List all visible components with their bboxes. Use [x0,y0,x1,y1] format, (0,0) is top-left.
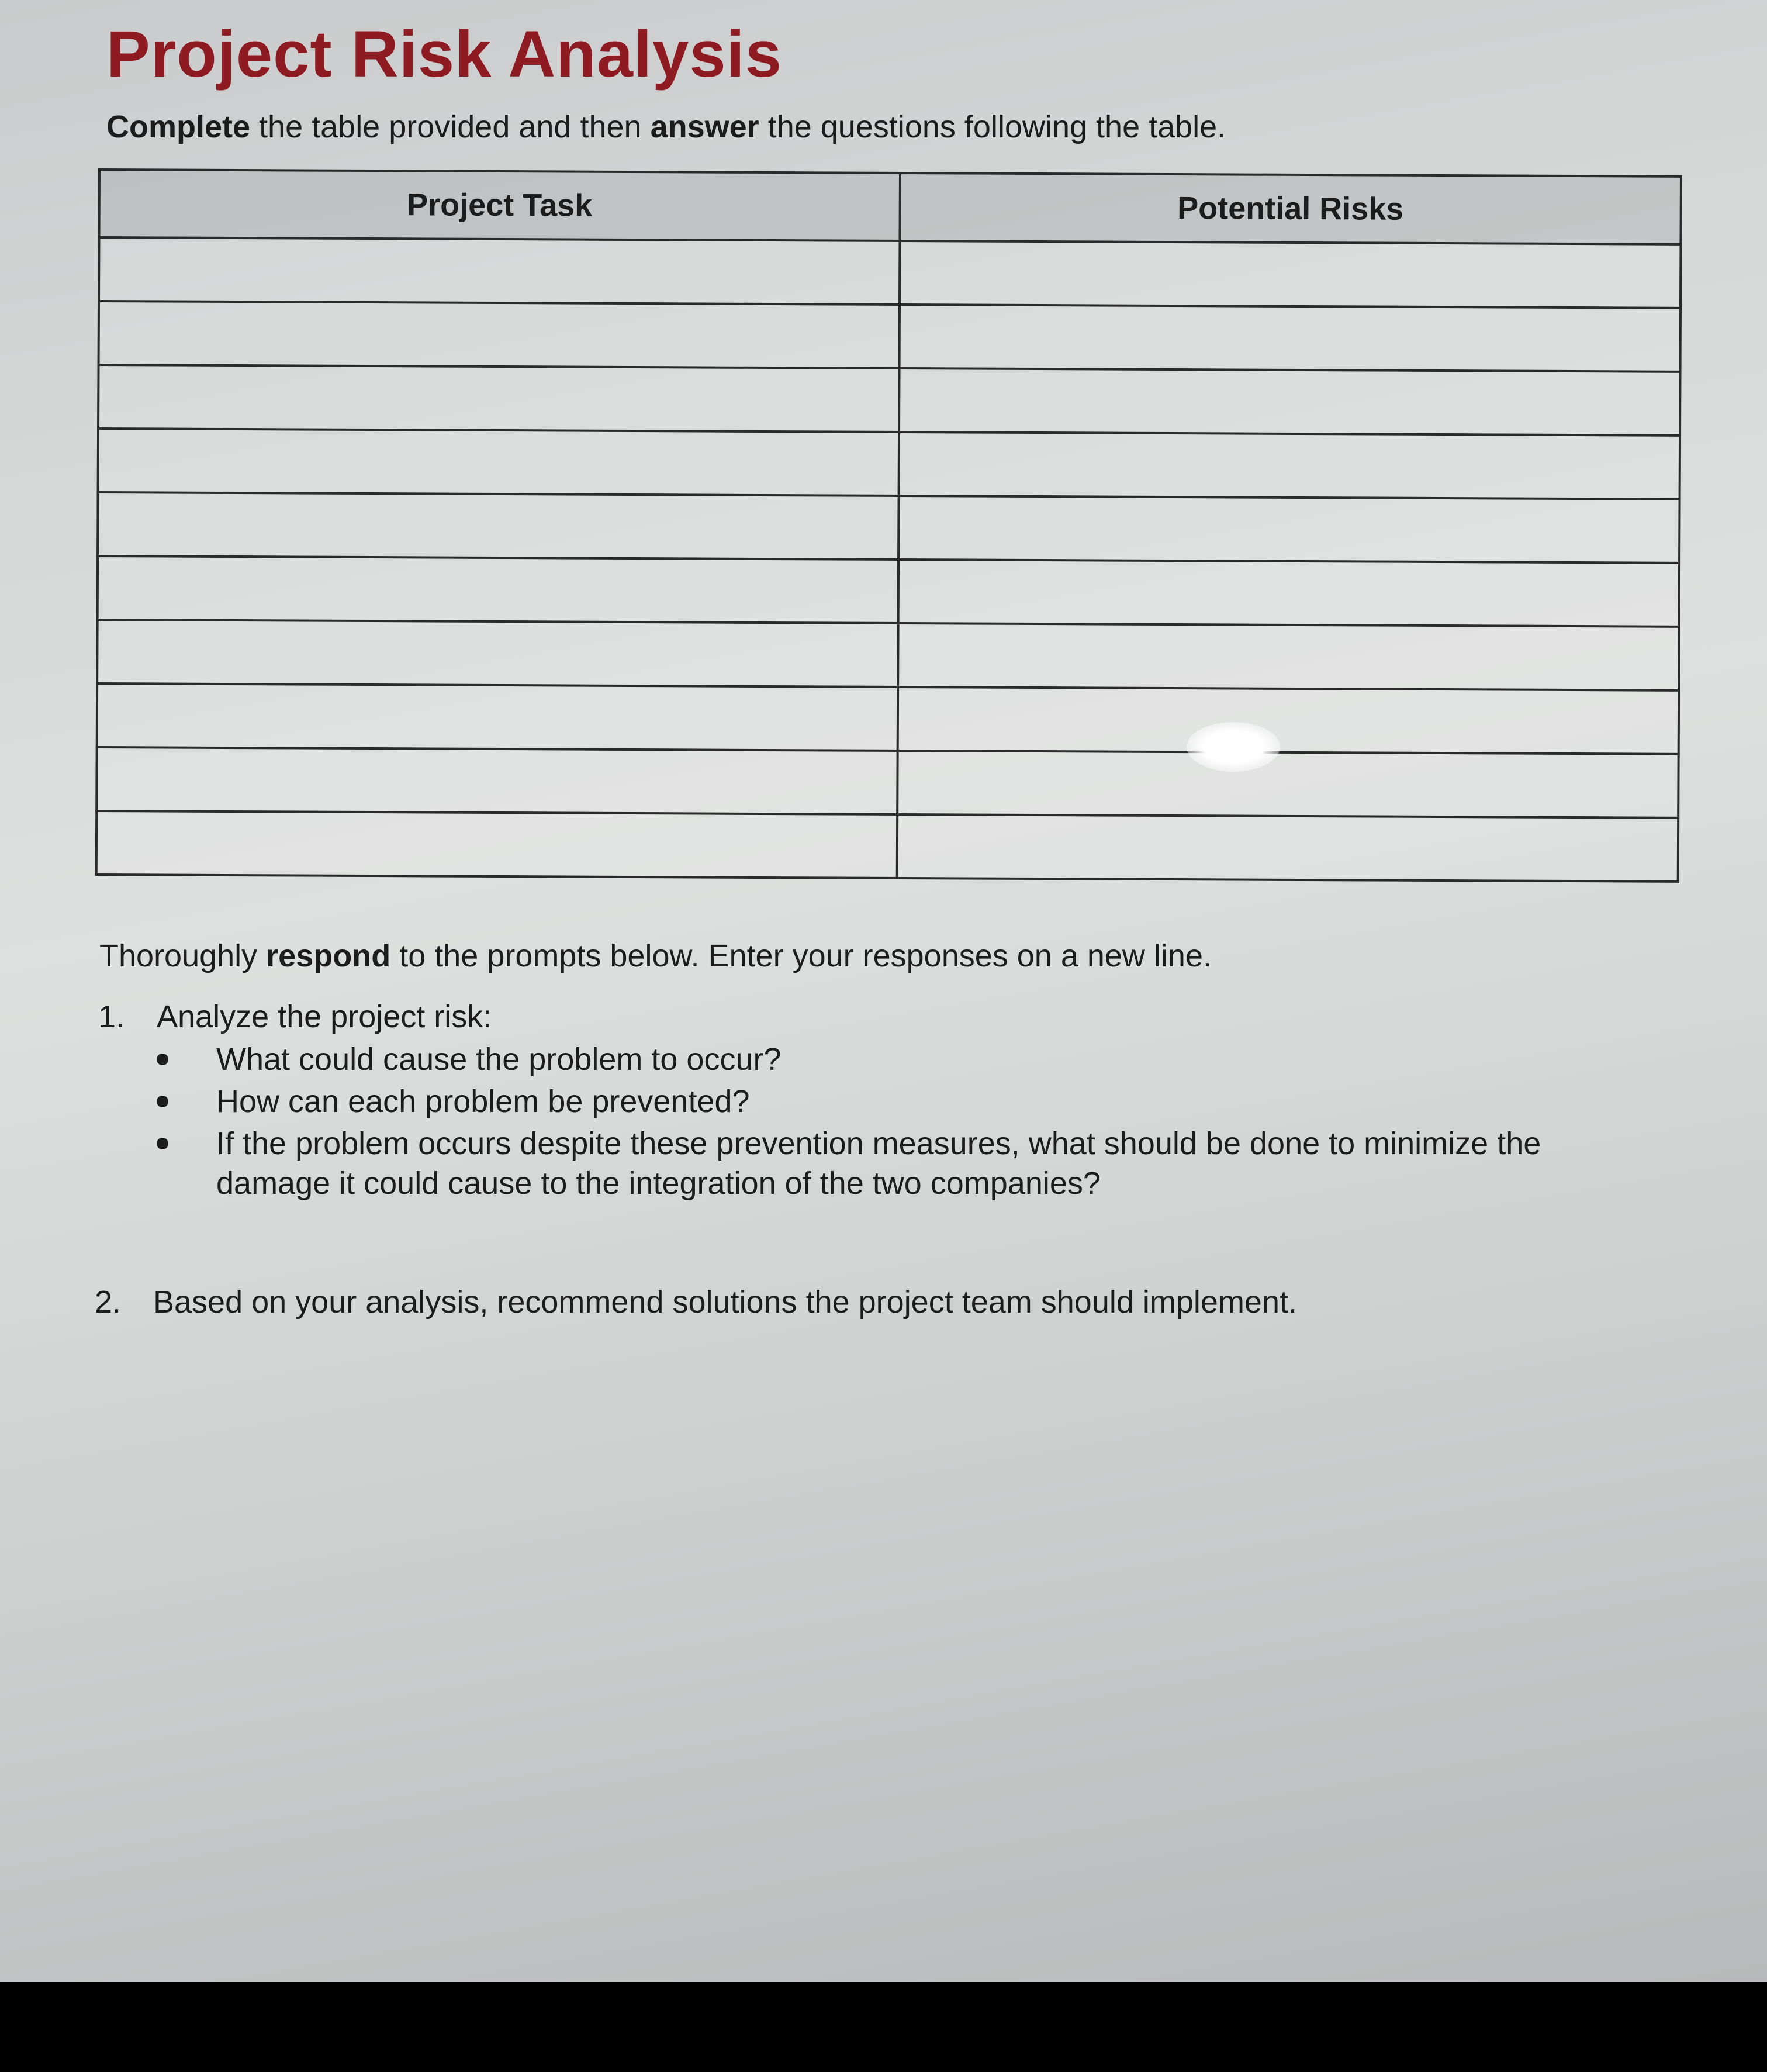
table-row [99,237,1680,308]
risk-cell[interactable] [897,751,1678,818]
prompts-text-2: to the prompts below. Enter your responses on a new line. [390,938,1212,973]
bullet-text: If the problem occurs despite these prevention measures, what should be done to minimize the damage it could cause to the integration of the two companies? [216,1126,1541,1201]
bullet-dot [157,1054,168,1065]
bullet-text: What could cause the problem to occur? [216,1042,782,1077]
question-2 [95,1284,1297,1320]
risk-cell[interactable] [900,241,1680,308]
task-cell[interactable] [98,429,899,496]
question-1-text: Analyze the project risk: [157,999,492,1034]
table-row [98,429,1680,499]
task-cell[interactable] [98,492,898,560]
risk-cell[interactable] [898,560,1679,627]
task-cell[interactable] [99,301,900,368]
instruction-complete: Complete [106,109,251,144]
table-row [99,301,1680,372]
page-title: Project Risk Analysis [106,18,783,91]
table-row [97,620,1679,690]
task-cell[interactable] [98,365,899,432]
risk-cell[interactable] [899,432,1680,499]
table-header-row [99,170,1680,244]
task-cell[interactable] [96,747,897,814]
task-cell[interactable] [97,683,898,751]
task-cell[interactable] [99,237,900,305]
screen-glare [1187,722,1280,772]
risk-cell[interactable] [899,368,1680,436]
bullet-dot [157,1138,168,1149]
risk-cell[interactable] [898,623,1679,690]
question-2-text: Based on your analysis, recommend solutions the project team should implement. [153,1284,1297,1320]
table-row [96,747,1678,818]
instruction-answer: answer [650,109,759,144]
table-row [98,556,1679,627]
table-row [98,492,1679,563]
bullet-item [157,1040,1630,1079]
table-row [97,683,1679,754]
prompts-text-1: Thoroughly [99,938,267,973]
instruction-text-2: the questions following the table. [759,109,1226,144]
bullet-item [157,1124,1630,1203]
task-cell[interactable] [98,556,898,623]
bullet-dot [157,1096,168,1107]
risk-table [95,168,1682,883]
prompts-respond: respond [266,938,391,973]
risk-cell[interactable] [898,496,1679,563]
task-cell[interactable] [96,811,897,878]
table-row [96,811,1678,882]
question-1-bullets [157,1040,1630,1206]
question-1-number: 1. [98,999,125,1034]
risk-cell[interactable] [897,814,1678,882]
header-project-task: Project Task [99,170,900,241]
prompts-intro [99,938,1212,974]
header-potential-risks: Potential Risks [900,173,1680,244]
question-2-number: 2. [95,1284,122,1320]
bullet-item [157,1082,1630,1121]
risk-cell[interactable] [900,305,1680,372]
question-1 [98,999,492,1035]
table-instruction [106,109,1226,145]
task-cell[interactable] [97,620,898,687]
bullet-text: How can each problem be prevented? [216,1084,750,1119]
instruction-text-1: the table provided and then [250,109,651,144]
table-row [98,365,1680,436]
risk-cell[interactable] [898,687,1679,754]
